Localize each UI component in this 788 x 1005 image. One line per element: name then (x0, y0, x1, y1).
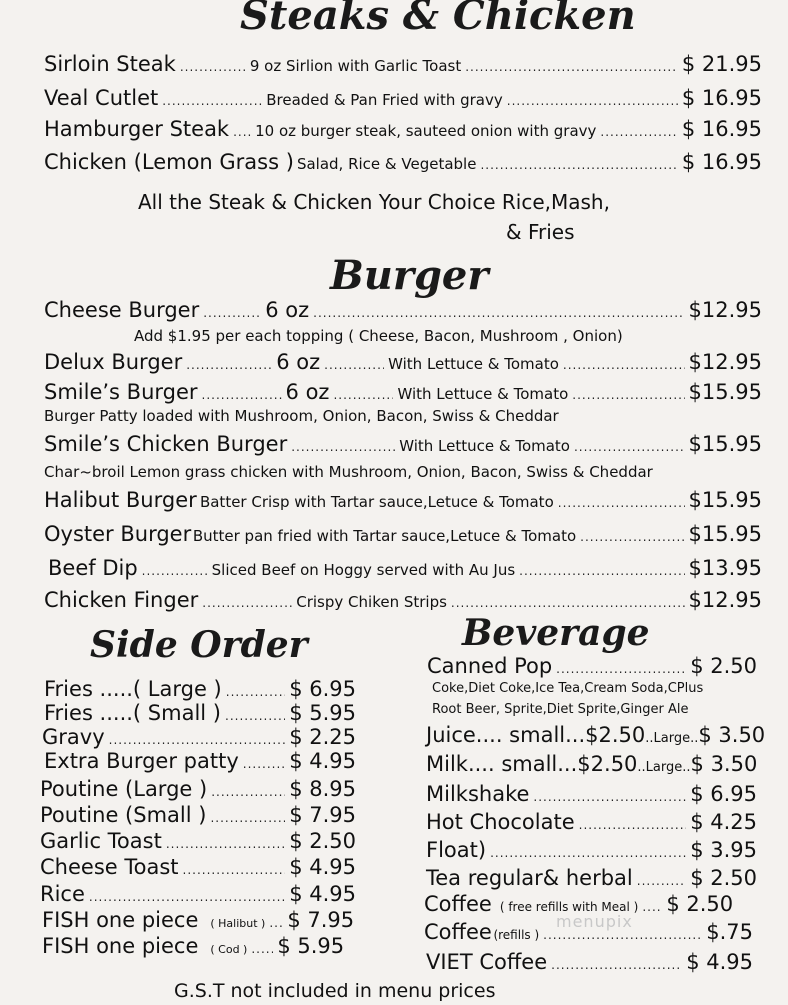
item-name: Beef Dip (48, 556, 138, 580)
item-desc: 6 oz (276, 350, 321, 374)
item-price: $ 5.95 (289, 701, 356, 725)
menu-item-hamburger-steak (44, 117, 762, 141)
item-price: $15.95 (688, 380, 762, 404)
item-desc: Sliced Beef on Hoggy served with Au Jus (211, 561, 516, 579)
item-price: $15.95 (688, 522, 762, 546)
item-name: Extra Burger patty (44, 749, 239, 773)
side-item (40, 803, 356, 827)
item-sub: (refills ) (493, 928, 540, 942)
menu-item-delux-burger (44, 350, 762, 374)
item-desc: Breaded & Pan Fried with gravy (266, 91, 503, 109)
menu-item-sirloin (44, 52, 762, 76)
burger-title: Burger (330, 252, 489, 299)
steak-sides-note-2: & Fries (506, 220, 575, 244)
beverage-item (426, 810, 757, 834)
item-price: $ 2.50 (690, 654, 757, 678)
item-price: $ 2.50 (690, 866, 757, 890)
item-price: $ 4.95 (289, 749, 356, 773)
item-price: $ 4.95 (289, 855, 356, 879)
pop-flavors-note: Coke,Diet Coke,Ice Tea,Cream Soda,CPlus (432, 681, 704, 696)
item-large-label: ..Large.. (637, 760, 691, 775)
item-price: $ 4.95 (686, 950, 753, 974)
item-small-price: $2.50 (585, 723, 646, 747)
item-large-label: ..Large.. (645, 731, 699, 746)
item-name: VIET Coffee (426, 950, 548, 974)
item-small-price: $2.50 (577, 752, 638, 776)
item-price: $ 2.50 (666, 892, 734, 916)
item-desc: Crispy Chiken Strips (296, 593, 447, 611)
item-price: $15.95 (688, 432, 762, 456)
item-desc: 9 oz Sirlion with Garlic Toast (249, 57, 462, 75)
item-price: $12.95 (688, 350, 762, 374)
item-name: FISH one piece (42, 934, 199, 958)
item-name: Gravy (42, 725, 105, 749)
item-desc: Salad, Rice & Vegetable (296, 155, 477, 173)
item-desc: 6 oz (265, 298, 310, 322)
side-item (40, 882, 356, 906)
item-desc: Butter pan fried with Tartar sauce,Letuce & Tomato (192, 527, 577, 545)
item-price: $ 4.95 (289, 882, 356, 906)
item-desc: 10 oz burger steak, sauteed onion with gravy (255, 122, 597, 140)
pop-flavors-note-2: Root Beer, Sprite,Diet Sprite,Ginger Ale (432, 702, 689, 717)
item-name: Milk.... small... (426, 752, 578, 776)
side-item (40, 855, 356, 879)
item-price: $ 16.95 (681, 150, 762, 174)
item-price: $ 4.25 (690, 810, 757, 834)
item-sub: ( Cod ) (210, 943, 248, 956)
item-name: Coffee (424, 892, 492, 916)
menu-item-chicken-finger (44, 588, 762, 612)
menu-item-smiles-chicken-burger (44, 432, 762, 456)
side-item (42, 725, 356, 749)
item-name: Smile’s Burger (44, 380, 198, 404)
item-price: $ 2.50 (289, 829, 356, 853)
steaks-title: Steaks & Chicken (240, 0, 636, 39)
item-desc: Batter Crisp with Tartar sauce,Letuce & Tomato (199, 493, 554, 511)
item-name: Delux Burger (44, 350, 183, 374)
item-price: $ 3.50 (690, 752, 758, 776)
item-name: Canned Pop (427, 654, 553, 678)
side-item (44, 749, 356, 773)
item-price: $ 16.95 (681, 117, 762, 141)
item-name: Sirloin Steak (44, 52, 176, 76)
item-name: Tea regular& herbal (426, 866, 633, 890)
item-sub: ( Halibut ) (210, 917, 266, 930)
item-name: Halibut Burger (44, 488, 197, 512)
item-price: $ 8.95 (289, 777, 356, 801)
item-name: Coffee (424, 920, 492, 944)
item-price: $ 5.95 (277, 934, 345, 958)
item-name: Chicken (Lemon Grass ) (44, 150, 294, 174)
beverage-item (426, 752, 757, 776)
menu-item-halibut-burger (44, 488, 762, 512)
item-price: $ 21.95 (681, 52, 762, 76)
item-name: Cheese Toast (40, 855, 179, 879)
item-sub: ( free refills with Meal ) (499, 900, 639, 914)
beverage-item (426, 838, 757, 862)
menu-item-cheese-burger (44, 298, 762, 322)
item-name: Veal Cutlet (44, 86, 159, 110)
item-price: $ 7.95 (289, 803, 356, 827)
item-name: Poutine (Small ) (40, 803, 207, 827)
beverage-item (426, 950, 753, 974)
side-item (42, 934, 356, 958)
item-extra: With Lettuce & Tomato (388, 355, 559, 373)
watermark-text: menupix (556, 912, 633, 931)
smiles-burger-note: Burger Patty loaded with Mushroom, Onion, Bacon, Swiss & Cheddar (44, 407, 559, 425)
item-name: Rice (40, 882, 85, 906)
item-name: Smile’s Chicken Burger (44, 432, 288, 456)
item-price: $ 7.95 (287, 908, 355, 932)
beverage-title: Beverage (462, 612, 650, 654)
side-item (40, 829, 356, 853)
item-extra: With Lettuce & Tomato (399, 437, 570, 455)
item-name: Fries .....( Large ) (44, 677, 222, 701)
item-price: $ 2.25 (289, 725, 356, 749)
beverage-item (426, 866, 757, 890)
side-item (44, 701, 356, 725)
item-extra: With Lettuce & Tomato (397, 385, 569, 403)
item-price: $12.95 (688, 588, 762, 612)
side-order-title: Side Order (90, 624, 308, 666)
item-name: Juice.... small... (426, 723, 586, 747)
item-name: Poutine (Large ) (40, 777, 208, 801)
steak-sides-note: All the Steak & Chicken Your Choice Rice,Mash, (138, 190, 610, 214)
beverage-item (426, 782, 757, 806)
topping-note: Add $1.95 per each topping ( Cheese, Bacon, Mushroom , Onion) (134, 327, 623, 345)
item-price: $ 6.95 (289, 677, 356, 701)
item-name: Milkshake (426, 782, 530, 806)
item-name: Hamburger Steak (44, 117, 230, 141)
item-name: Float) (426, 838, 487, 862)
item-name: Oyster Burger (44, 522, 192, 546)
gst-footer: G.S.T not included in menu prices (174, 980, 496, 1002)
menu-item-veal (44, 86, 762, 110)
item-price: $ 3.95 (690, 838, 757, 862)
menu-item-oyster-burger (44, 522, 762, 546)
item-price: $ 6.95 (690, 782, 757, 806)
menu-item-beef-dip (48, 556, 762, 580)
side-item (44, 677, 356, 701)
item-name: Chicken Finger (44, 588, 199, 612)
item-price: $ 3.50 (698, 723, 766, 747)
item-price: $.75 (706, 920, 753, 944)
item-name: Garlic Toast (40, 829, 162, 853)
item-name: Hot Chocolate (426, 810, 575, 834)
side-item (42, 908, 356, 932)
beverage-item (426, 723, 766, 747)
item-name: Cheese Burger (44, 298, 200, 322)
menu-item-chicken-lemongrass (44, 150, 762, 174)
item-price: $13.95 (688, 556, 762, 580)
item-desc: 6 oz (285, 380, 330, 404)
beverage-item (427, 654, 757, 678)
item-name: FISH one piece (42, 908, 199, 932)
item-price: $ 16.95 (681, 86, 762, 110)
smiles-chicken-note: Char~broil Lemon grass chicken with Mushroom, Onion, Bacon, Swiss & Cheddar (44, 463, 653, 481)
item-name: Fries .....( Small ) (44, 701, 221, 725)
side-item (40, 777, 356, 801)
item-price: $15.95 (688, 488, 762, 512)
item-price: $12.95 (688, 298, 762, 322)
menu-item-smiles-burger (44, 380, 762, 404)
